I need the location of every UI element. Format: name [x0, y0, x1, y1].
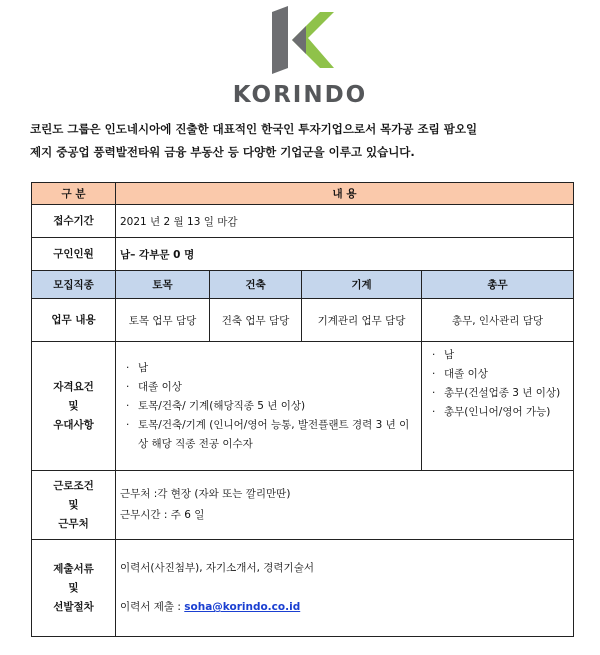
header-category: 구 분 — [32, 183, 116, 205]
deadline-row — [32, 205, 574, 238]
documents-list: 이력서(사진첨부), 자기소개서, 경력기술서 — [120, 562, 314, 574]
submission-line — [120, 597, 569, 618]
qualifications-label-line-3: 우대사항 — [53, 418, 94, 431]
work-hours: 근무시간 : 주 6 일 — [120, 509, 205, 521]
documents-label-line-2: 및 — [68, 581, 79, 594]
qualification-item: · 남 — [138, 359, 417, 378]
conditions-label-line-3: 근무처 — [58, 517, 89, 530]
qualifications-left-list — [120, 359, 417, 454]
qualification-item: · 토목/건축/ 기계(해당직종 5 년 이상) — [138, 397, 417, 416]
duty-general: 총무, 인사관리 담당 — [422, 299, 574, 342]
conditions-content — [116, 471, 574, 540]
qualifications-label-line-2: 및 — [68, 399, 79, 412]
field-architecture: 건축 — [210, 271, 302, 299]
header-row — [32, 183, 574, 205]
brand-name: KORINDO — [232, 82, 368, 108]
spacer — [120, 579, 569, 597]
intro-line-2: 제지 중공업 풍력발전타워 금융 부동산 등 다양한 기업군을 이루고 있습니다. — [30, 145, 415, 159]
submission-prefix: 이력서 제출 : — [120, 601, 185, 613]
qualification-item: · 대졸 이상 — [444, 365, 569, 384]
fields-row — [32, 271, 574, 299]
intro-line-1: 코린도 그룹은 인도네시아에 진출한 대표적인 한국인 투자기업으로서 목가공 조림 팜오일 — [30, 122, 478, 136]
work-location: 근무처 :각 현장 (자와 또는 깔리만딴) — [120, 488, 291, 500]
qualification-item: · 총무(인니어/영어 가능) — [444, 403, 569, 422]
headcount-row — [32, 238, 574, 271]
headcount-value: 남– 각부문 0 명 — [116, 238, 574, 271]
fields-label: 모집직종 — [32, 271, 116, 299]
duty-mechanical: 기계관리 업무 담당 — [302, 299, 422, 342]
deadline-value: 2021 년 2 월 13 일 마감 — [116, 205, 574, 238]
documents-content — [116, 540, 574, 637]
field-civil: 토목 — [116, 271, 210, 299]
qualification-item: · 남 — [444, 346, 569, 365]
field-general: 총무 — [422, 271, 574, 299]
qualifications-label-line-1: 자격요건 — [53, 380, 94, 393]
documents-label-line-1: 제출서류 — [53, 562, 94, 575]
korindo-logo — [0, 0, 600, 110]
conditions-label-line-1: 근로조건 — [53, 479, 94, 492]
deadline-label: 접수기간 — [32, 205, 116, 238]
qualifications-row — [32, 342, 574, 471]
conditions-label-line-2: 및 — [68, 498, 79, 511]
qualification-item: · 총무(건설업종 3 년 이상) — [444, 384, 569, 403]
conditions-label — [32, 471, 116, 540]
duties-row — [32, 299, 574, 342]
intro-text — [30, 118, 575, 164]
qualifications-right — [422, 342, 574, 471]
email-link[interactable]: soha@korindo.co.id — [184, 601, 301, 613]
qualification-item: · 대졸 이상 — [138, 378, 417, 397]
korindo-k-icon — [262, 6, 338, 74]
duty-architecture: 건축 업무 담당 — [210, 299, 302, 342]
documents-row — [32, 540, 574, 637]
qualifications-label — [32, 342, 116, 471]
duties-label: 업무 내용 — [32, 299, 116, 342]
recruitment-table — [31, 182, 574, 637]
documents-label-line-3: 선발절차 — [53, 600, 94, 613]
conditions-row — [32, 471, 574, 540]
header-content: 내 용 — [116, 183, 574, 205]
qualifications-right-list — [426, 346, 569, 422]
documents-label — [32, 540, 116, 637]
qualification-item: · 토목/건축/기계 (인니어/영어 능통, 발전플랜트 경력 3 년 이상 해당 직종 전공 이수자 — [138, 416, 417, 454]
headcount-label: 구인인원 — [32, 238, 116, 271]
field-mechanical: 기계 — [302, 271, 422, 299]
duty-civil: 토목 업무 담당 — [116, 299, 210, 342]
qualifications-left — [116, 342, 422, 471]
